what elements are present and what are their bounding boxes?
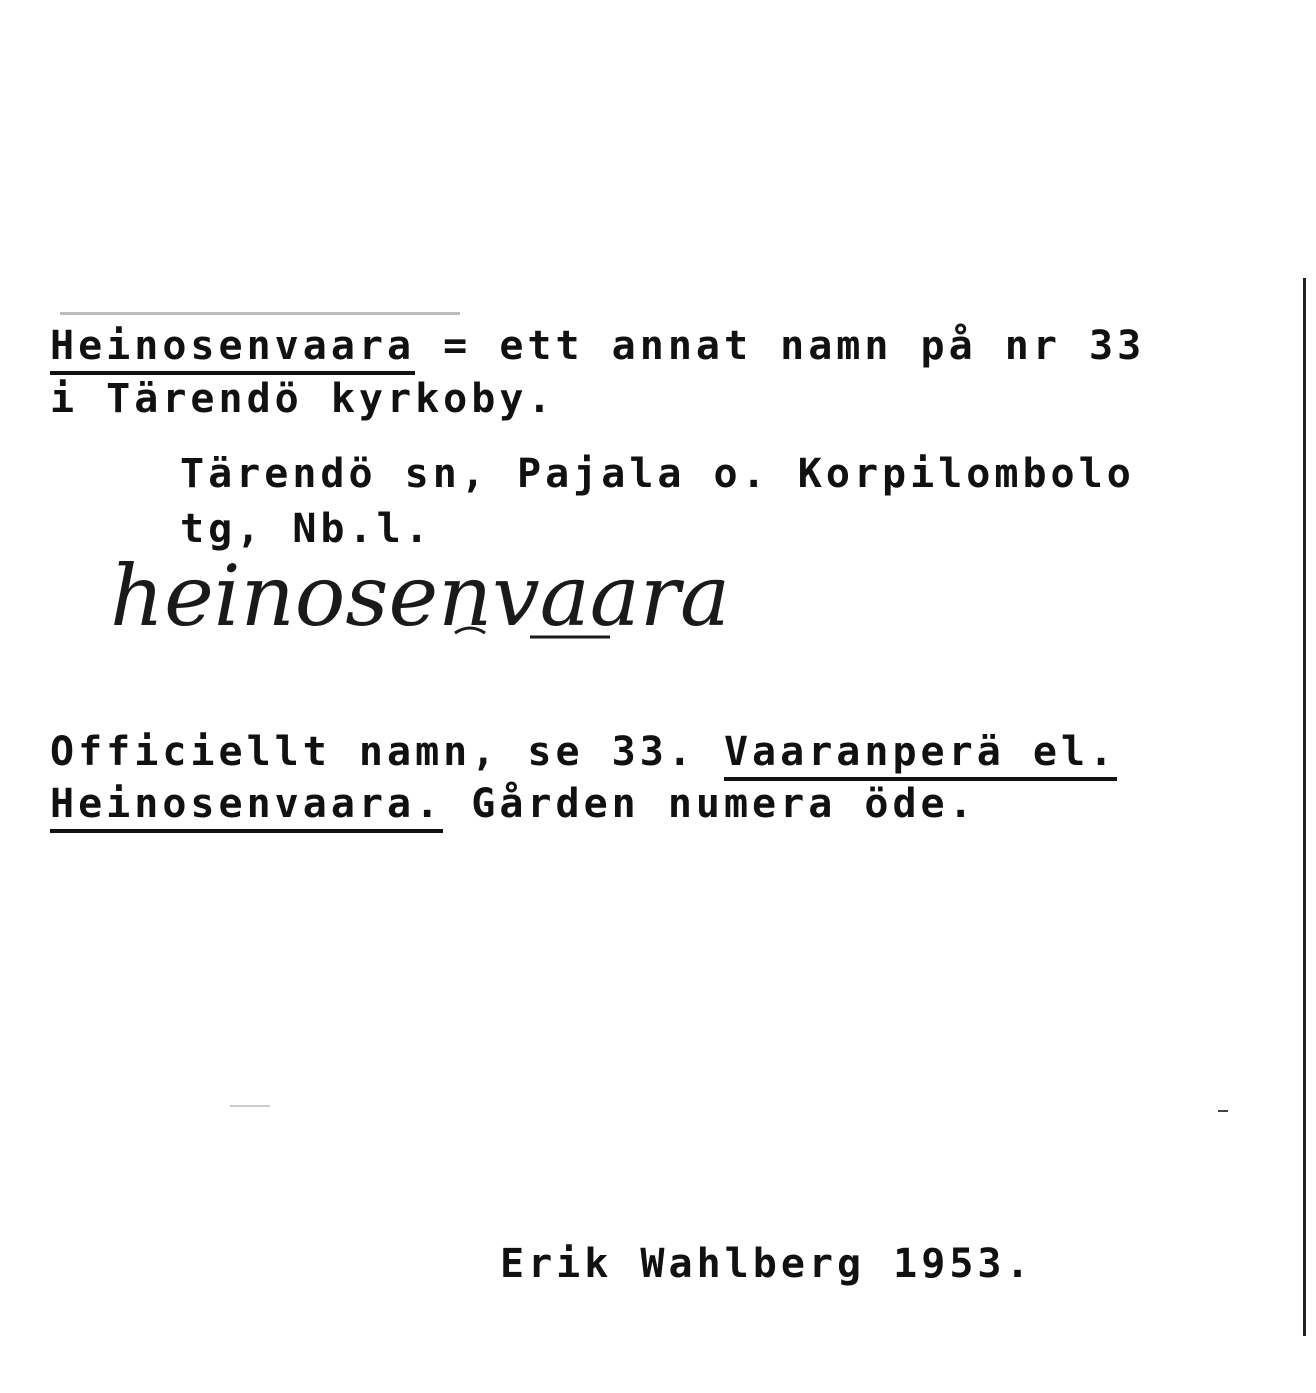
scan-speck xyxy=(60,312,460,315)
official-underlined-name-1: Vaaranperä el. xyxy=(724,729,1117,781)
card-edge xyxy=(1303,278,1306,1336)
entry-line-1 xyxy=(50,322,1145,370)
handwritten-text: heinosenvaara xyxy=(110,555,730,645)
official-line-2-rest: Gården numera öde. xyxy=(443,781,977,827)
location-line-1: Tärendö sn, Pajala o. Korpilombolo xyxy=(180,451,1135,497)
entry-line-2: i Tärendö kyrkoby. xyxy=(50,376,556,422)
handwritten-annotation xyxy=(110,555,730,665)
signature: Erik Wahlberg 1953. xyxy=(500,1241,1034,1287)
official-line-2 xyxy=(50,780,977,828)
entry-line-1-rest: = ett annat namn på nr 33 xyxy=(415,323,1146,369)
scan-speck xyxy=(1218,1110,1228,1112)
headword: Heinosenvaara xyxy=(50,323,415,375)
location-line-2: tg, Nb.l. xyxy=(180,506,433,552)
official-line-1 xyxy=(50,728,1117,776)
official-line-1-prefix: Officiellt namn, se 33. xyxy=(50,729,724,775)
scan-speck xyxy=(230,1105,270,1107)
official-underlined-name-2: Heinosenvaara. xyxy=(50,781,443,833)
